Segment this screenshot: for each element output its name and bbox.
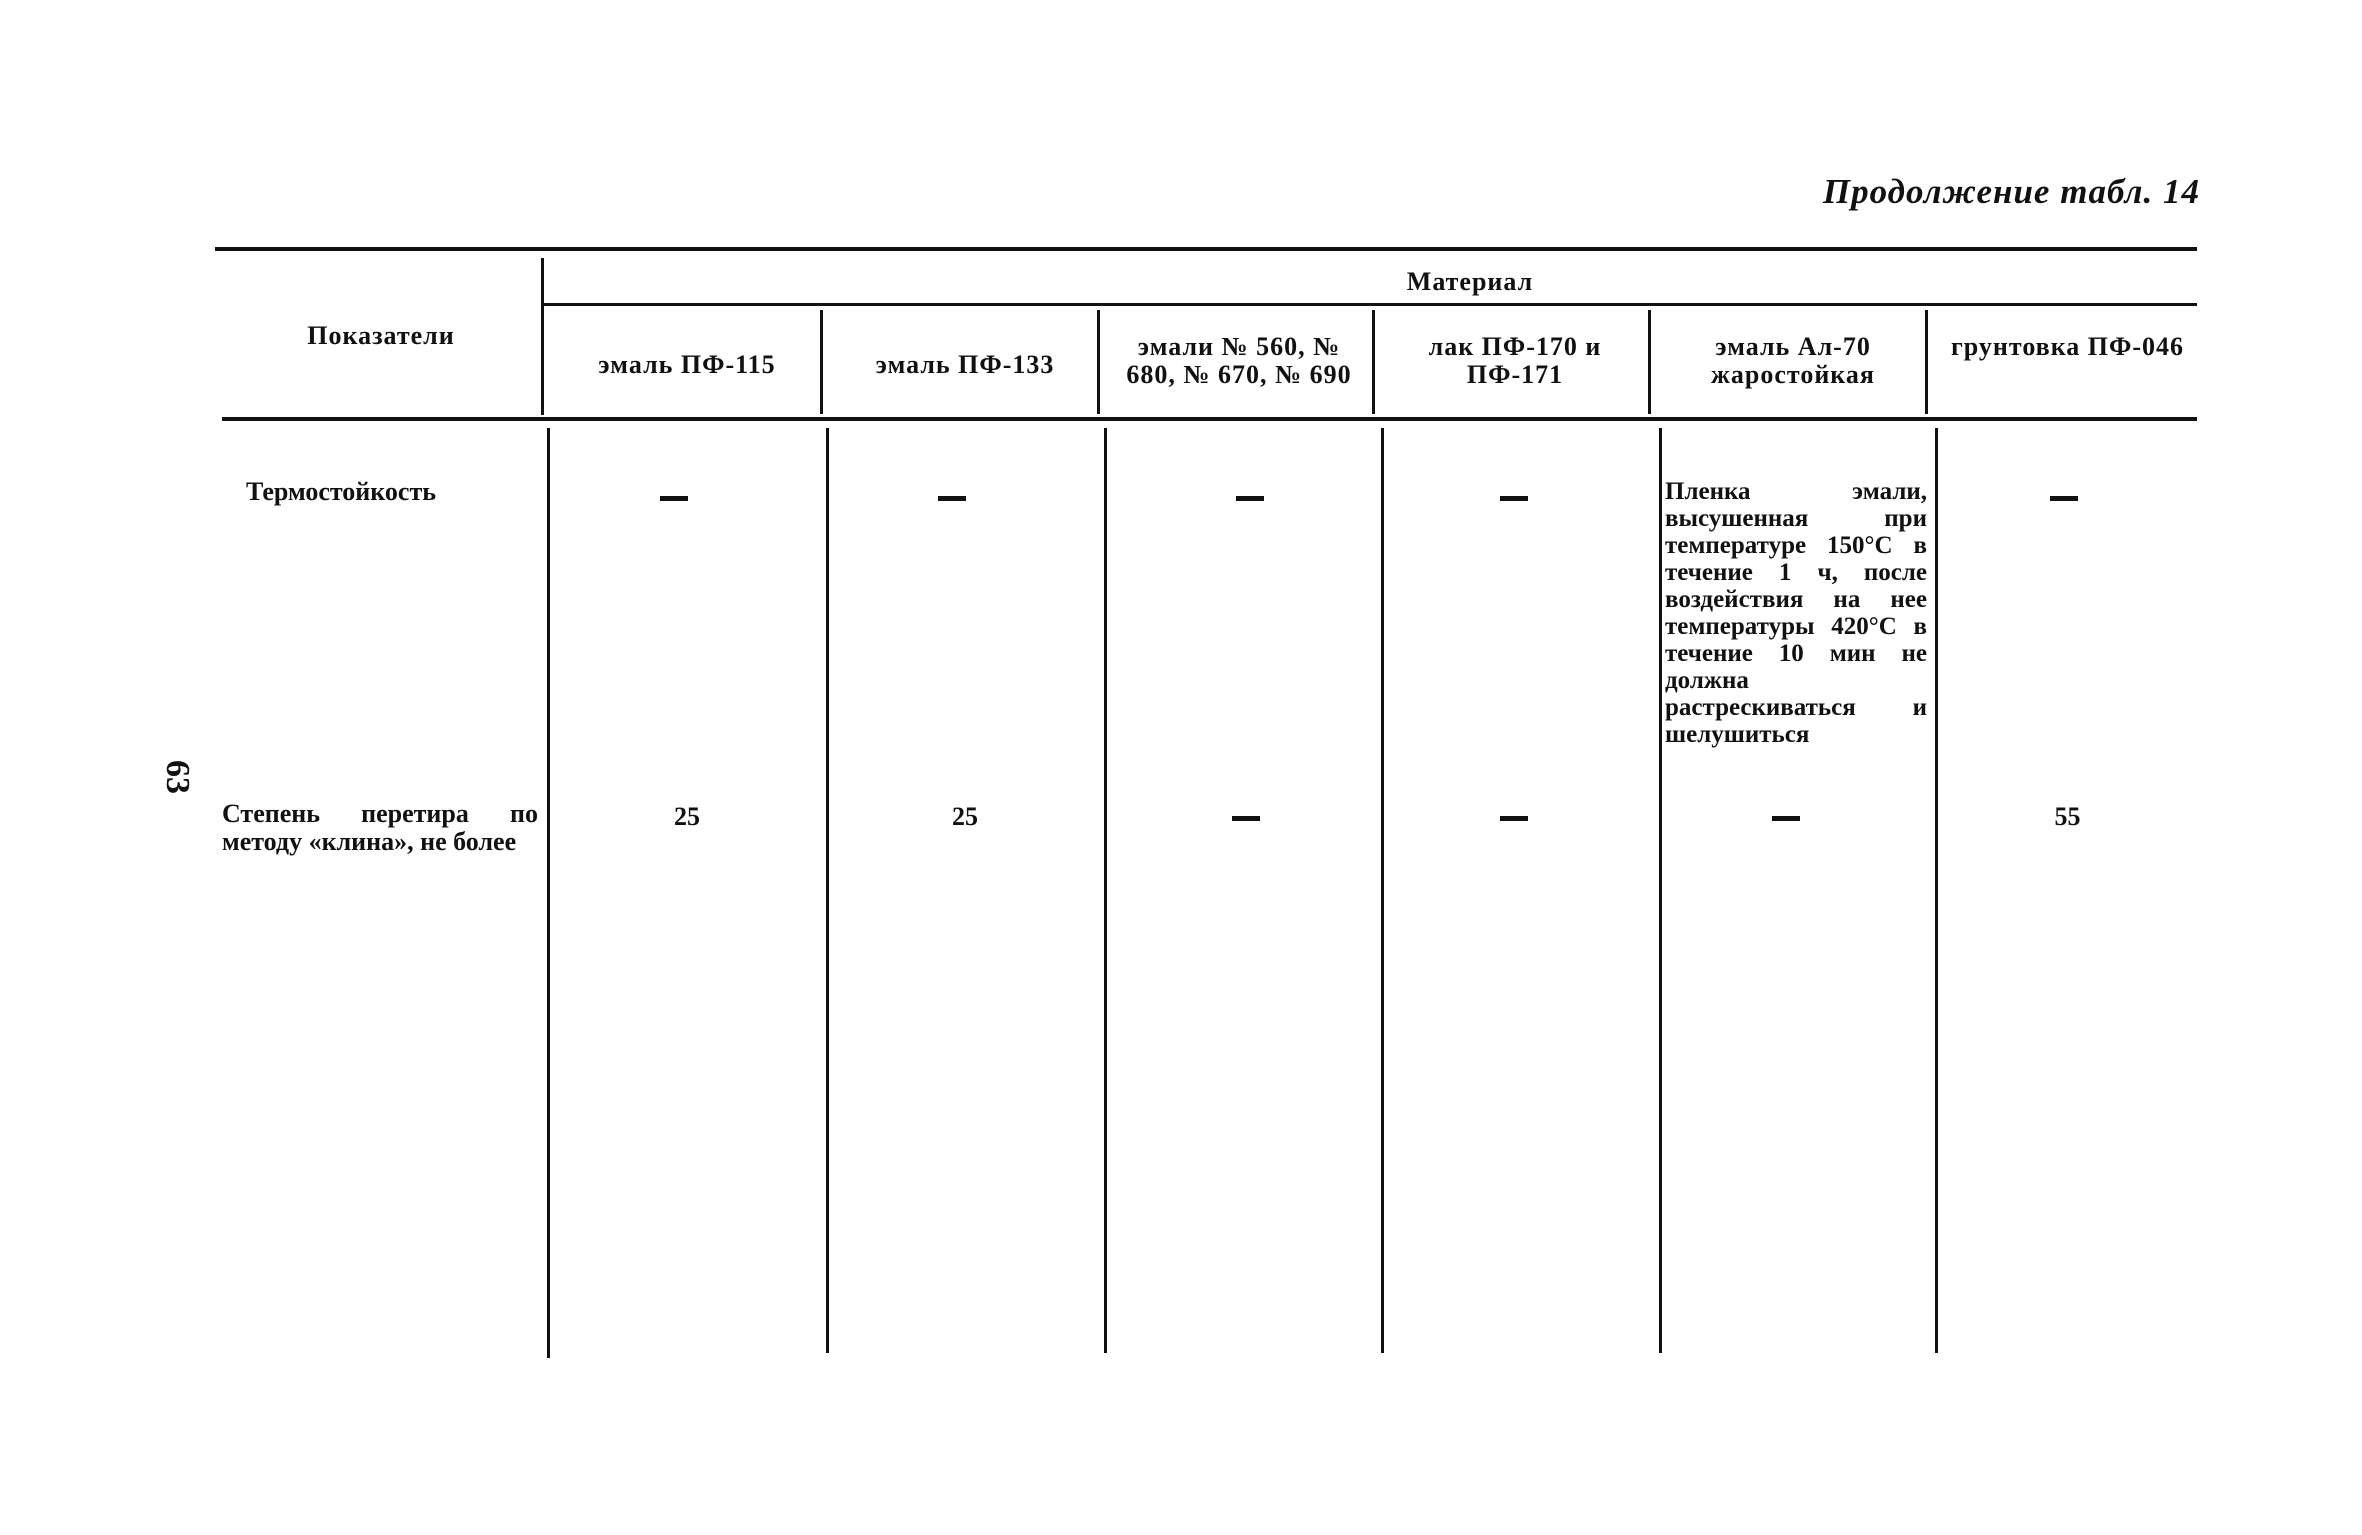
header-col-3: лак ПФ-170 и ПФ-171 <box>1428 332 1602 389</box>
header-col-0: эмаль ПФ-115 <box>598 350 776 379</box>
material-underline <box>543 303 2197 306</box>
body-divider-4 <box>1659 428 1662 1353</box>
body-divider-0 <box>547 428 550 1358</box>
header-divider-3 <box>1372 310 1375 414</box>
table-caption: Продолжение табл. 14 <box>1822 172 2200 211</box>
row-thermal-stability-col-0-dash <box>660 496 688 501</box>
header-material: Материал <box>1406 267 1534 296</box>
row-grind-degree-col-4-dash <box>1772 816 1800 821</box>
header-col-1: эмаль ПФ-133 <box>875 350 1055 379</box>
header-divider-0 <box>541 258 544 415</box>
header-divider-2 <box>1097 310 1100 414</box>
row-grind-degree-label: Степень перетира по методу «клина», не более <box>222 799 538 856</box>
row-thermal-stability-col-2-dash <box>1236 496 1264 501</box>
header-divider-1 <box>820 310 823 414</box>
row-thermal-stability-label: Термостойкость <box>246 477 436 506</box>
header-indicators: Показатели <box>307 321 455 350</box>
row-thermal-stability-col-3-dash <box>1500 496 1528 501</box>
row-thermal-stability-col-5-dash <box>2050 496 2078 501</box>
body-divider-1 <box>826 428 829 1353</box>
header-divider-5 <box>1925 310 1928 414</box>
row-grind-degree-col-2-dash <box>1232 816 1260 821</box>
header-col-4: эмаль Ал-70 жаростойкая <box>1711 332 1875 389</box>
row-grind-degree-col-1: 25 <box>952 802 978 831</box>
header-divider-4 <box>1648 310 1651 414</box>
row-grind-degree-col-0: 25 <box>674 802 700 831</box>
table-top-rule <box>215 247 2197 251</box>
row-thermal-stability-col-1-dash <box>938 496 966 501</box>
header-col-2: эмали № 560, № 680, № 670, № 690 <box>1126 332 1352 389</box>
row-grind-degree-col-3-dash <box>1500 816 1528 821</box>
body-divider-5 <box>1935 428 1938 1353</box>
row-thermal-stability-col-4: Пленка эмали, высушенная при температуре 150°С в течение 1 ч, после воздействия на нее температуры 420°С в течение 10 мин не должна растрескиваться и шелушиться <box>1665 478 1927 748</box>
row-grind-degree-col-5: 55 <box>2054 802 2081 831</box>
header-bottom-rule <box>222 417 2197 421</box>
page-number: 63 <box>159 760 196 794</box>
body-divider-3 <box>1381 428 1384 1353</box>
header-col-5: грунтовка ПФ-046 <box>1950 332 2185 361</box>
body-divider-2 <box>1104 428 1107 1353</box>
